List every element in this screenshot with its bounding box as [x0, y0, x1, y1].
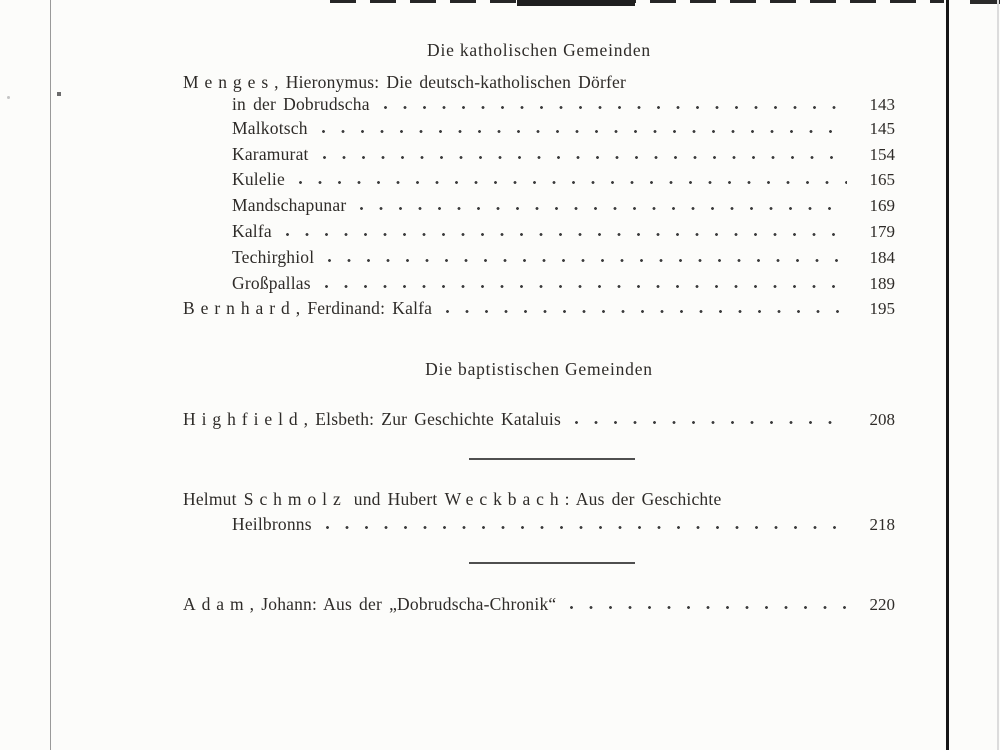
page-number: 184 [869, 248, 895, 267]
page-number: 143 [869, 95, 895, 114]
entry-title: in der Dobrudscha [232, 94, 370, 114]
section-divider-rule [469, 562, 635, 564]
page-number: 179 [869, 222, 895, 241]
dot-leader [285, 219, 847, 243]
page-number: 218 [869, 515, 895, 534]
section-heading-baptistische: Die baptistischen Gemeinden [425, 359, 653, 379]
page-number: 220 [869, 595, 895, 614]
toc-entry-schmolz-weckbach-line1 [183, 487, 895, 511]
dot-leader [574, 407, 847, 431]
entry-title: , Hieronymus: Die deutsch-katholischen Dörfer [274, 72, 627, 92]
page-number: 208 [869, 410, 895, 429]
entry-title: und Hubert [346, 489, 445, 509]
dot-leader [325, 512, 847, 536]
entry-title: Helmut [183, 489, 244, 509]
entry-title: Mandschapunar [232, 195, 347, 215]
dot-leader [322, 142, 847, 166]
page-fold-line-right [946, 0, 949, 750]
section-divider-rule [469, 458, 635, 460]
page-edge-line-left [50, 0, 51, 750]
dot-leader [324, 271, 847, 295]
author-name: Bernhard [183, 298, 296, 318]
section-heading-katholische: Die katholischen Gemeinden [427, 40, 651, 60]
toc-entry-bernhard [183, 296, 895, 320]
toc-entry-menges-line2 [232, 92, 895, 116]
entry-title: Kalfa [232, 221, 272, 241]
page-number: 195 [869, 299, 895, 318]
author-name: Highfield [183, 409, 304, 429]
toc-entry [232, 193, 895, 217]
page-number: 145 [869, 119, 895, 138]
entry-title: Großpallas [232, 273, 311, 293]
author-name: Weckbach [444, 489, 565, 509]
entry-title: Kulelie [232, 169, 285, 189]
toc-entry [232, 219, 895, 243]
toc-entry-adam [183, 592, 895, 616]
author-name: Schmolz [243, 489, 347, 509]
toc-entry-schmolz-weckbach-line2 [232, 512, 895, 536]
page-edge-line-far-right [997, 0, 999, 750]
toc-entry [232, 245, 895, 269]
dot-leader [298, 167, 847, 191]
dot-leader [569, 592, 847, 616]
scan-speck [7, 96, 10, 99]
entry-title: , Ferdinand: Kalfa [295, 298, 433, 318]
entry-title: Karamurat [232, 144, 309, 164]
dot-leader [445, 296, 847, 320]
page-number: 169 [869, 196, 895, 215]
dot-leader [383, 92, 847, 116]
entry-title: Malkotsch [232, 118, 308, 138]
scan-artifact-corner-dash [970, 0, 1000, 4]
toc-entry-menges-line1 [183, 70, 895, 94]
toc-entry [232, 116, 895, 140]
entry-title: Heilbronns [232, 514, 312, 534]
page-number: 189 [869, 274, 895, 293]
page-number: 165 [869, 170, 895, 189]
entry-title: , Johann: Aus der „Dobrudscha-Chronik“ [249, 594, 557, 614]
dot-leader [359, 193, 847, 217]
entry-title: : Aus der Geschichte [564, 489, 722, 509]
dot-leader [321, 116, 847, 140]
toc-entry [232, 167, 895, 191]
scan-speck [57, 92, 61, 96]
toc-content [183, 0, 895, 750]
dot-leader [327, 245, 847, 269]
page-number: 154 [869, 145, 895, 164]
entry-title: , Elsbeth: Zur Geschichte Kataluis [303, 409, 561, 429]
toc-entry [232, 271, 895, 295]
toc-entry [232, 142, 895, 166]
entry-title: Techirghiol [232, 247, 315, 267]
author-name: Adam [183, 594, 250, 614]
toc-entry-highfield [183, 407, 895, 431]
author-name: Menges [183, 72, 275, 92]
